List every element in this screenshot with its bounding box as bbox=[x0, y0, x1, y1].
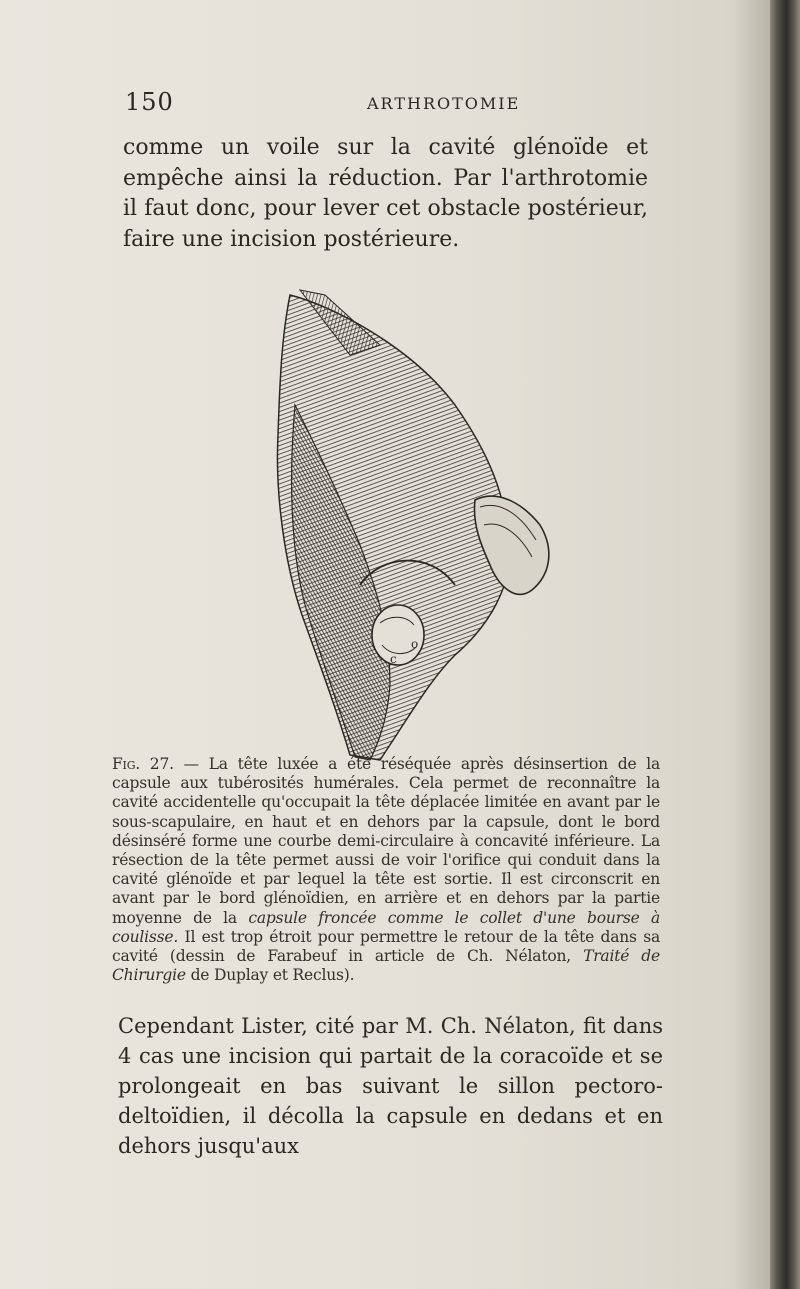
caption-text-1: — La tête luxée a été réséquée après désinsertion de la capsule aux tubérosités humérales. Cela permet de reconnaître la cavité accidentelle qu'occupait la tête déplacée limitée en avant par le sous-scapulaire, en haut et en dehors par la capsule, dont le bord désinséré forme une courbe demi-circulaire à concavité inférieure. La résection de la tête permet aussi de voir l'orifice qui conduit dans la cavité glénoïde et par lequel la tête est sortie. Il est circonscrit en avant par le bord glénoïdien, en arrière et en dehors par la partie moyenne de la bbox=[112, 755, 661, 927]
paragraph-bottom: Cependant Lister, cité par M. Ch. Nélaton, fit dans 4 cas une incision qui partait de la coracoïde et se prolongeait en bas suivant le sillon pectoro-deltoïdien, il décolla la capsule en dedans et en dehors jusqu'aux bbox=[118, 1014, 663, 1158]
caption-text-3: de Duplay et Reclus). bbox=[185, 966, 355, 985]
figure-label: Fig. 27. bbox=[112, 755, 174, 773]
caption-italic-2: Traité de Chirurgie bbox=[112, 947, 660, 985]
glenoid-cavity bbox=[372, 605, 424, 665]
running-head: ARTHROTOMIE bbox=[367, 94, 521, 113]
shoulder-dissection-drawing bbox=[240, 285, 560, 765]
anatomical-figure bbox=[240, 285, 560, 765]
binding-edge bbox=[770, 0, 800, 1289]
paragraph-top: comme un voile sur la cavité glénoïde et empêche ainsi la réduction. Par l'arthrotomie il faut donc, pour lever cet obstacle postérieur, faire une incision postérieure. bbox=[123, 135, 648, 252]
label-c: c bbox=[390, 652, 397, 666]
page-number: 150 bbox=[125, 88, 174, 116]
caption-text-2: Il est trop étroit pour permettre le retour de la tête dans sa cavité (dessin de Farabeuf in article de Ch. Nélaton, bbox=[112, 927, 660, 966]
figure-caption bbox=[112, 755, 660, 985]
page-header bbox=[125, 88, 665, 128]
label-o: o bbox=[411, 637, 419, 651]
caption-italic-1: capsule froncée comme le collet d'une bourse à coulisse. bbox=[112, 908, 660, 946]
